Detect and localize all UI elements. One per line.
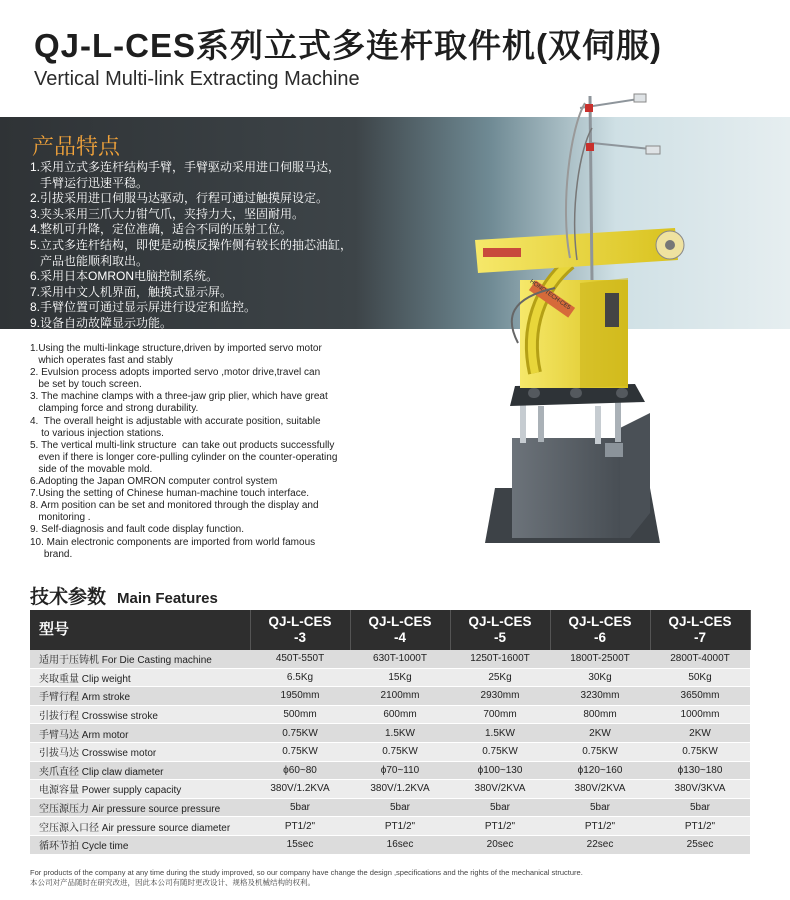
model-suffix: -4: [393, 630, 406, 645]
spec-value: 450T-550T: [250, 650, 350, 668]
footer-line-cn: 本公司对产品随时在研究改进，因此本公司有随时更改设计、规格及机械结构的权利。: [30, 878, 315, 887]
spec-label: 适用于压铸机 For Die Casting machine: [30, 650, 250, 668]
table-row: [30, 668, 750, 687]
spec-value: 1.5KW: [350, 724, 450, 743]
spec-value: 16sec: [350, 835, 450, 854]
feature-item-en: 5. The vertical multi-link structure can take out products successfully: [30, 439, 335, 451]
features-heading: 产品特点: [32, 134, 121, 159]
feature-item-cn: 10.主要电器元件均采用进口件，世界知名品牌公司产品。: [30, 331, 335, 346]
spec-value: 5bar: [350, 798, 450, 817]
model-name: QJ-L-CES: [568, 614, 632, 629]
spec-label: 空压源压力 Air pressure source pressure: [30, 798, 250, 817]
spec-value: ϕ120~160: [550, 761, 650, 780]
feature-item-en: 4. The overall height is adjustable with accurate position, suitable: [30, 415, 321, 427]
spec-value: 380V/3KVA: [650, 780, 750, 799]
spec-label: 引拔马达 Crosswise motor: [30, 742, 250, 761]
model-column-header: [550, 610, 650, 650]
carriage-hole: [528, 388, 540, 398]
table-row: [30, 687, 750, 706]
feature-item-en: 8. Arm position can be set and monitored through the display and: [30, 500, 319, 512]
model-column-header: [350, 610, 450, 650]
feature-item-en: 10. Main electronic components are imported from world famous: [30, 536, 316, 548]
page-title-cn: QJ-L-CES系列立式多连杆取件机(双伺服): [34, 27, 662, 64]
spec-value: 25Kg: [450, 668, 550, 687]
table-row: [30, 761, 750, 780]
model-name: QJ-L-CES: [668, 614, 732, 629]
carriage-hole: [570, 388, 582, 398]
lift-rod: [595, 406, 601, 444]
spec-value: 5bar: [550, 798, 650, 817]
model-name: QJ-L-CES: [468, 614, 532, 629]
model-suffix: -5: [493, 630, 506, 645]
table-row: [30, 780, 750, 799]
table-row: [30, 798, 750, 817]
page-title-en: Vertical Multi-link Extracting Machine: [34, 68, 360, 90]
spec-value: ϕ130~180: [650, 761, 750, 780]
spec-value: 0.75KW: [350, 742, 450, 761]
spec-label: 空压源入口径 Air pressure source diameter: [30, 817, 250, 836]
spec-value: 1000mm: [650, 705, 750, 724]
lift-rod: [538, 406, 544, 442]
specs-body: [30, 650, 750, 854]
spec-label: 引拔行程 Crosswise stroke: [30, 705, 250, 724]
footer-note: [30, 868, 583, 888]
feature-item-en: 9. Self-diagnosis and fault code display function.: [30, 524, 245, 536]
spec-value: 5bar: [450, 798, 550, 817]
carriage-hole: [616, 388, 628, 398]
spec-label: 手臂行程 Arm stroke: [30, 687, 250, 706]
table-row: [30, 650, 750, 668]
specs-table: [30, 610, 751, 855]
spec-value: 0.75KW: [450, 742, 550, 761]
spec-value: 5bar: [250, 798, 350, 817]
spec-value: 20sec: [450, 835, 550, 854]
spec-value: 1950mm: [250, 687, 350, 706]
footer-line-en: For products of the company at any time during the study improved, so our company have change the design ,specifications and the rights of the mechanical structure.: [30, 868, 583, 877]
specs-heading-en: Main Features: [117, 590, 218, 607]
feature-item-cn: 9.设备自动故障显示功能。: [30, 315, 173, 330]
spec-value: 0.75KW: [550, 742, 650, 761]
spec-value: 3230mm: [550, 687, 650, 706]
clamp-block: [585, 104, 593, 112]
spec-value: 2KW: [650, 724, 750, 743]
feature-item-cn: 产品也能顺利取出。: [30, 253, 149, 268]
feature-item-cn: 2.引拔采用进口伺服马达驱动，行程可通过触摸屏设定。: [30, 191, 329, 206]
feature-item-en: side of the movable mold.: [30, 463, 153, 475]
feature-item-cn: 6.采用日本OMRON电脑控制系统。: [30, 269, 219, 284]
feature-item-cn: 3.夹头采用三爪大力钳气爪，夹持力大，坚固耐用。: [30, 206, 305, 221]
gripper-tip: [634, 94, 646, 102]
spec-value: 380V/1.2KVA: [350, 780, 450, 799]
spec-value: 0.75KW: [650, 742, 750, 761]
feature-item-en: 2. Evulsion process adopts imported servo ,motor drive,travel can: [30, 367, 321, 379]
spec-value: 630T-1000T: [350, 650, 450, 668]
feature-item-en: monitoring .: [30, 512, 91, 524]
housing-window: [605, 293, 619, 327]
spec-value: 1800T-2500T: [550, 650, 650, 668]
model-column-header: [450, 610, 550, 650]
model-name: QJ-L-CES: [268, 614, 332, 629]
feature-item-en: even if there is longer core-pulling cylinder on the counter-operating: [30, 451, 338, 463]
spec-value: PT1/2": [450, 817, 550, 836]
model-suffix: -7: [693, 630, 706, 645]
machine-illustration: [420, 88, 720, 558]
feature-item-en: 7.Using the setting of Chinese human-machine touch interface.: [30, 488, 310, 500]
feature-item-en: brand.: [30, 548, 73, 560]
spec-value: 3650mm: [650, 687, 750, 706]
spec-value: 15Kg: [350, 668, 450, 687]
spec-value: 380V/1.2KVA: [250, 780, 350, 799]
spec-value: 0.75KW: [250, 724, 350, 743]
housing-side: [580, 278, 628, 388]
spec-value: 380V/2KVA: [450, 780, 550, 799]
feature-item-cn: 4.整机可升降，定位准确，适合不同的压射工位。: [30, 222, 293, 237]
vertical-mast: [590, 96, 592, 280]
features-list-cn: [30, 160, 352, 347]
feature-item-cn: 1.采用立式多连杆结构手臂，手臂驱动采用进口伺服马达，: [30, 160, 341, 174]
table-row: [30, 742, 750, 761]
base-port: [605, 443, 623, 457]
feature-item-en: 3. The machine clamps with a three-jaw grip plier, which have great: [30, 391, 328, 403]
spec-value: 800mm: [550, 705, 650, 724]
spec-value: PT1/2": [350, 817, 450, 836]
spec-label: 循环节拍 Cycle time: [30, 835, 250, 854]
feature-item-en: to various injection stations.: [30, 427, 164, 439]
spec-value: 15sec: [250, 835, 350, 854]
spec-value: 0.75KW: [250, 742, 350, 761]
arm-label: HONGTECH-CE5: [528, 278, 572, 312]
spec-value: 380V/2KVA: [550, 780, 650, 799]
spec-value: 2930mm: [450, 687, 550, 706]
spec-value: PT1/2": [650, 817, 750, 836]
feature-item-en: clamping force and strong durability.: [30, 403, 199, 415]
spec-value: 6.5Kg: [250, 668, 350, 687]
spec-value: 50Kg: [650, 668, 750, 687]
table-row: [30, 705, 750, 724]
specs-heading-cn: 技术参数: [30, 587, 107, 608]
lift-rod: [520, 403, 526, 443]
spec-value: 1.5KW: [450, 724, 550, 743]
table-row: [30, 835, 750, 854]
spec-value: 700mm: [450, 705, 550, 724]
spec-value: 25sec: [650, 835, 750, 854]
spec-value: PT1/2": [550, 817, 650, 836]
lift-rod: [615, 402, 621, 442]
spec-label: 夹取重量 Clip weight: [30, 668, 250, 687]
spec-value: 2800T-4000T: [650, 650, 750, 668]
model-column-header: [650, 610, 750, 650]
spec-value: 500mm: [250, 705, 350, 724]
feature-item-cn: 7.采用中文人机界面，触摸式显示屏。: [30, 284, 233, 299]
model-suffix: -3: [293, 630, 306, 645]
feature-item-en: which operates fast and stably: [30, 355, 173, 367]
table-row: [30, 817, 750, 836]
feature-item-en: be set by touch screen.: [30, 379, 142, 391]
table-row: [30, 724, 750, 743]
specs-header-row: [30, 610, 750, 650]
model-name: QJ-L-CES: [368, 614, 432, 629]
model-column-header: [250, 610, 350, 650]
spec-label: 手臂马达 Arm motor: [30, 724, 250, 743]
feature-item-cn: 5.立式多连杆结构，即便是动模反操作侧有较长的抽芯油缸，: [30, 237, 353, 252]
feature-item-en: 6.Adopting the Japan OMRON computer control system: [30, 476, 278, 488]
spec-value: 1250T-1600T: [450, 650, 550, 668]
spec-value: 22sec: [550, 835, 650, 854]
spec-value: ϕ70~110: [350, 761, 450, 780]
features-list-en: [30, 343, 337, 561]
model-header: 型号: [30, 610, 250, 650]
spec-value: 30Kg: [550, 668, 650, 687]
spec-label: 夹爪直径 Clip claw diameter: [30, 761, 250, 780]
feature-item-cn: 手臂运行迅速平稳。: [30, 175, 149, 190]
clamp-block: [586, 143, 594, 151]
arm-warning-label: [483, 248, 521, 257]
spec-value: ϕ60~80: [250, 761, 350, 780]
spec-value: 600mm: [350, 705, 450, 724]
spec-value: 2KW: [550, 724, 650, 743]
feature-item-en: 1.Using the multi-linkage structure,driven by imported servo motor: [30, 343, 322, 354]
spec-value: PT1/2": [250, 817, 350, 836]
spec-value: ϕ100~130: [450, 761, 550, 780]
spec-value: 2100mm: [350, 687, 450, 706]
gripper-tip: [646, 146, 660, 154]
spec-label: 电源容量 Power supply capacity: [30, 780, 250, 799]
feature-item-cn: 8.手臂位置可通过显示屏进行设定和监控。: [30, 300, 257, 315]
spec-value: 5bar: [650, 798, 750, 817]
model-suffix: -6: [593, 630, 606, 645]
